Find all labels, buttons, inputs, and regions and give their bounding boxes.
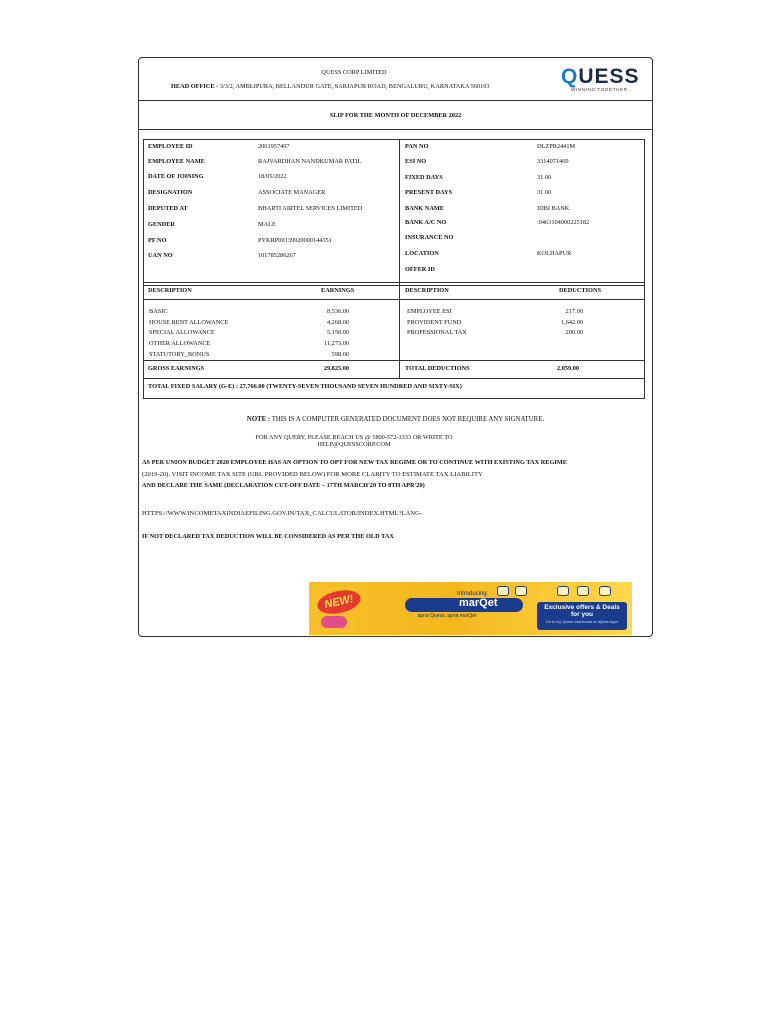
gender-label: GENDER (148, 221, 175, 228)
earning-amount: 598.00 (331, 351, 349, 358)
bank-name-label: BANK NAME (405, 205, 445, 212)
budget-line-2: (2019-20). VISIT INCOME TAX SITE (URL PROVIDED BELOW) FOR MORE CLARITY TO ESTIMATE TAX LIABILITY (142, 471, 483, 478)
earning-amount: 5,150.00 (326, 329, 349, 336)
pot-icon (557, 586, 569, 596)
earning-label: STATUTORY_BONUS (149, 351, 210, 358)
fixed-days-label: FIXED DAYS (405, 174, 443, 181)
earnings-header: EARNINGS (321, 287, 355, 294)
employee-details-box (143, 139, 645, 286)
quess-logo (561, 66, 643, 92)
esi-no-label: ESI NO (405, 158, 427, 165)
earning-amount: 8,536.00 (326, 308, 349, 315)
total-deductions-value: 2,059.00 (557, 365, 580, 372)
esi-no-value: 3314071469 (537, 158, 569, 165)
pay-fixed-divider (143, 378, 645, 379)
total-fixed-salary: TOTAL FIXED SALARY (G-E) : 27,766.00 (TWENTY-SEVEN THOUSAND SEVEN HUNDRED AND SIXTY-SIX) (148, 383, 462, 390)
note-line (139, 416, 652, 424)
logo-tagline: WINNING TOGETHER (571, 87, 628, 92)
banner-introducing: Introducing (457, 591, 487, 597)
earning-amount: 4,268.00 (326, 319, 349, 326)
total-deductions-label: TOTAL DEDUCTIONS (405, 365, 470, 372)
location-value: KOLHAPUR (537, 250, 572, 257)
title-divider (139, 129, 652, 130)
employee-id-label: EMPLOYEE ID (148, 143, 193, 150)
offer-title: Exclusive offers & Deals for you (544, 604, 620, 618)
payslip-document (138, 57, 653, 637)
marqet-promo-banner[interactable] (309, 582, 632, 635)
deduction-label: EMPLOYEE ESI (407, 308, 452, 315)
insurance-no-label: INSURANCE NO (405, 234, 454, 241)
earning-label: SPECIAL ALLOWANCE (149, 329, 215, 336)
pay-header-divider (143, 299, 645, 300)
car-icon (497, 586, 509, 596)
logo-wordmark: QUESS (561, 65, 640, 88)
deduction-amount: 217.00 (565, 308, 583, 315)
date-of-joining-label: DATE OF JOINING (148, 173, 204, 180)
present-days-value: 31.00 (537, 189, 552, 196)
company-name: QUESS CORP LIMITED (321, 69, 387, 76)
pan-no-value: DLZPR2441M (537, 143, 576, 150)
head-office-line (171, 83, 490, 91)
earning-label: OTHER ALLOWANCE (149, 340, 211, 347)
banner-subline: apna Quess, apna marQet (417, 613, 477, 619)
deduction-amount: 200.00 (565, 329, 583, 336)
pay-totals-divider (143, 360, 645, 361)
budget-line-3: AND DECLARE THE SAME (DECLARATION CUT-OFF DATE – 17TH MARCH'20 TO 8TH APR'20) (142, 482, 425, 489)
designation-label: DESIGNATION (148, 189, 193, 196)
gross-earnings-value: 29,825.00 (323, 365, 349, 372)
note-label: NOTE : (246, 416, 271, 423)
gift-icon (577, 586, 589, 596)
deputed-at-label: DEPUTED AT (148, 205, 188, 212)
head-office-address: 3/3/2, AMBLIPURA, BELLANDUR GATE, SARJAPUR ROAD, BENGALURU, KARNATAKA 560103 (219, 83, 490, 90)
date-of-joining-value: 18/05/2022 (258, 173, 287, 180)
new-badge: NEW! (315, 587, 363, 618)
note-text: THIS IS A COMPUTER GENERATED DOCUMENT DOES NOT REQUIRE ANY SIGNATURE. (271, 416, 545, 423)
header-divider (139, 100, 652, 101)
earning-amount: 11,273.00 (324, 340, 349, 347)
location-label: LOCATION (405, 250, 439, 257)
present-days-label: PRESENT DAYS (405, 189, 453, 196)
employee-name-value: RAJVARDHAN NANDKUMAR PATIL (258, 158, 362, 165)
bank-ac-no-label: BANK A/C NO (405, 219, 447, 226)
pf-no-value: PYKRP00139920000144351 (258, 237, 332, 244)
bank-name-value: IDBI BANK (537, 205, 570, 212)
head-office-label: HEAD OFFICE - (171, 83, 219, 90)
marqet-brand: marQet (459, 597, 498, 609)
deduction-label: PROFESSIONAL TAX (407, 329, 467, 336)
query-line-1: FOR ANY QUERY, PLEASE REACH US @ 1800-572-3333 OR WRITE TO (255, 434, 453, 441)
deduction-label: PROVIDENT FUND (407, 319, 462, 326)
gross-earnings-label: GROSS EARNINGS (148, 365, 205, 372)
uan-no-label: UAN NO (148, 252, 173, 259)
fixed-days-value: 31.00 (537, 174, 552, 181)
gender-value: MALE (258, 221, 276, 228)
uan-no-value: 101785286267 (258, 252, 296, 259)
deduction-amount: 1,642.00 (560, 319, 583, 326)
deductions-description-header: DESCRIPTION (405, 287, 449, 294)
slip-title: SLIP FOR THE MONTH OF DECEMBER 2022 (329, 112, 462, 119)
tax-calculator-url[interactable]: HTTPS://WWW.INCOMETAXINDIAEFILING.GOV.IN/TAX_CALCULATOR/INDEX.HTML?LANG- (142, 510, 423, 517)
pay-table-divider (399, 282, 400, 379)
old-tax-note: IF NOT DECLARED TAX DEDUCTION WILL BE CONSIDERED AS PER THE OLD TAX (142, 533, 394, 540)
employee-name-label: EMPLOYEE NAME (148, 158, 205, 165)
employee-id-value: 2001957407 (258, 143, 290, 150)
budget-line-1: AS PER UNION BUDGET 2020 EMPLOYEE HAS AN OPTION TO OPT FOR NEW TAX REGIME OR TO CONTINUE WITH EXISTING TAX REGIME (142, 459, 567, 466)
pf-no-label: PF NO (148, 237, 167, 244)
earnings-description-header: DESCRIPTION (148, 287, 192, 294)
bank-ac-no-value: :0463104000225182 (537, 219, 590, 226)
deputed-at-value: BHARTI AIRTEL SERVICES LIMITED (258, 205, 363, 212)
details-column-divider (399, 139, 400, 286)
pan-no-label: PAN NO (405, 143, 429, 150)
earning-label: HOUSE RENT ALLOWANCE (149, 319, 229, 326)
deductions-header: DEDUCTIONS (559, 287, 601, 294)
query-line-2: HELP@QUESSCORP.COM (317, 441, 391, 448)
bag-icon (515, 586, 527, 596)
offer-id-label: OFFER ID (405, 266, 435, 273)
shirt-icon (599, 586, 611, 596)
designation-value: ASSOCIATE MANAGER (258, 189, 326, 196)
confetti-decoration (321, 616, 347, 628)
earning-label: BASIC (149, 308, 168, 315)
offer-subtext: Go to my Quess dashboard or Myess Apps (545, 620, 619, 624)
